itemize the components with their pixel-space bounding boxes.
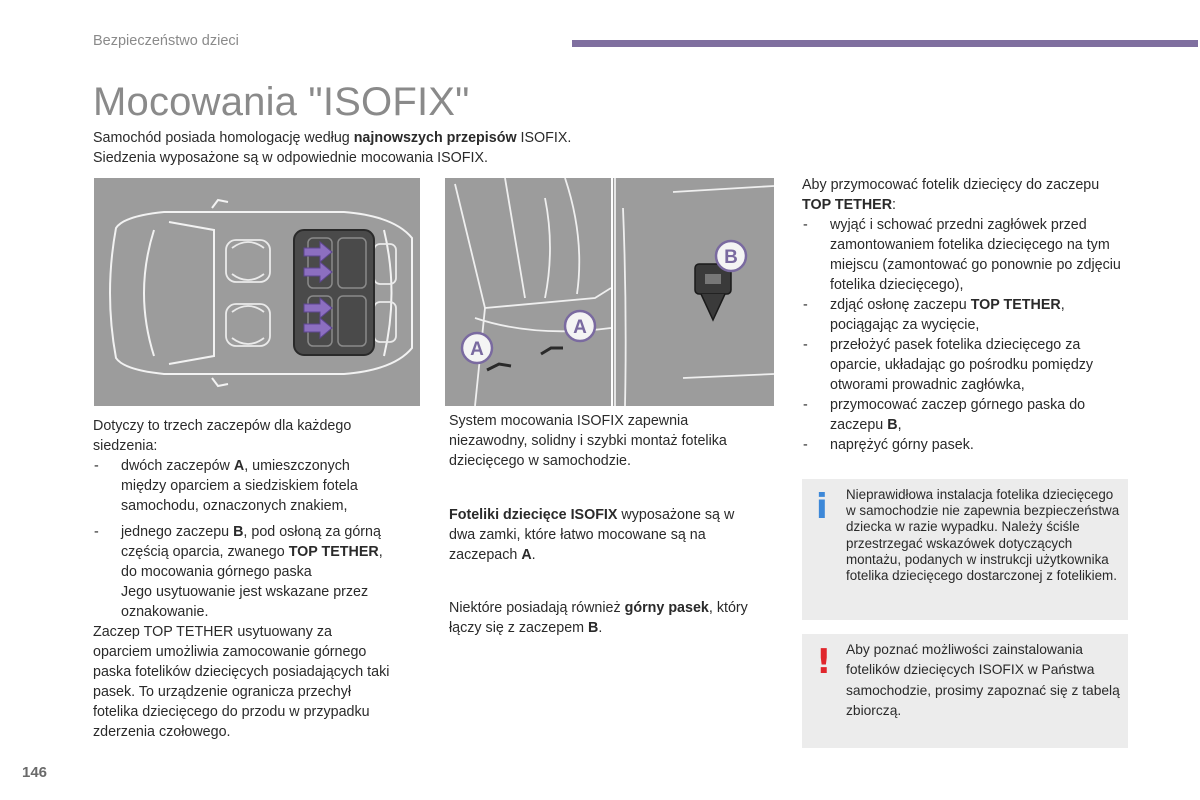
instruction-step: - przełożyć pasek fotelika dziecięcego za oparcie, układając go pośrodku pomiędzy otworami prowadnic zagłówka, [802, 335, 1132, 395]
anchor-list-item [93, 522, 393, 622]
list-text: przymocować zaczep górnego paska do zaczepu [830, 397, 1086, 433]
list-bold: A [233, 458, 245, 474]
intro-text: Siedzenia wyposażone są w odpowiednie mocowania ISOFIX. [93, 150, 488, 166]
list-text: , pociągając za wycięcie, [830, 297, 1065, 333]
seat-anchor-a-illustration [445, 178, 611, 406]
intro-text: Samochód posiada homologację według [93, 130, 354, 146]
warning-text: Aby poznać możliwości zainstalowania fotelików dziecięcych ISOFIX w Państwa samochodzie, prosimy zapoznać się z tabelą zbiorczą. [846, 642, 1120, 718]
list-bold: B [887, 417, 898, 433]
paragraph-text: wyposażone są w dwa zamki, które łatwo mocowane są na zaczepach [449, 507, 735, 563]
list-text: Jego usytuowanie jest wskazane przez oznakowanie. [121, 584, 369, 620]
car-top-view-figure [94, 178, 420, 406]
isofix-anchor-a [541, 348, 563, 354]
paragraph-text: Aby przymocować fotelik dziecięcy do zaczepu [802, 177, 1100, 193]
right-intro [802, 175, 1132, 215]
section-title: Bezpieczeństwo dzieci [93, 33, 239, 49]
list-bold: B [233, 524, 244, 540]
intro-bold: najnowszych przepisów [353, 130, 517, 146]
intro-text: ISOFIX. [516, 130, 572, 146]
left-column [93, 416, 393, 742]
paragraph-text: . [531, 547, 536, 563]
list-text: dwóch zaczepów [121, 458, 234, 474]
list-bold: TOP TETHER [970, 297, 1061, 313]
paragraph-bold: A [521, 547, 532, 563]
warning-icon: ! [816, 642, 832, 682]
instruction-step: - naprężyć górny pasek. [802, 435, 1132, 455]
label-a: A [573, 317, 587, 338]
top-tether-b-figure [613, 178, 774, 406]
instruction-step [802, 295, 1132, 335]
isofix-anchor-a [487, 364, 511, 370]
left-paragraph: Dotyczy to trzech zaczepów dla każdego siedzenia: [93, 418, 352, 454]
info-text: Nieprawidłowa instalacja fotelika dziecięcego w samochodzie nie zapewnia bezpieczeństwa dziecka w razie wypadku. Należy ściśle przestrzegać wskazówek dotyczących montażu, podanych w instrukcji użytkownika fotelika dziecięcego dostarczonej z fotelikiem. [846, 487, 1120, 584]
list-text: , umieszczonych między oparciem a siedziskiem fotela samochodu, oznaczonych znakiem, [121, 458, 358, 514]
middle-paragraph: System mocowania ISOFIX zapewnia niezawodny, solidny i szybki montaż fotelika dziecięcego w samochodzie. [449, 413, 727, 469]
car-top-view-illustration [94, 178, 420, 406]
paragraph-bold: Foteliki dziecięce ISOFIX [449, 507, 618, 523]
header-accent-bar [572, 40, 1198, 47]
label-a: A [470, 339, 484, 360]
info-icon: i [816, 487, 828, 527]
instruction-step [802, 395, 1132, 435]
page-title: Mocowania "ISOFIX" [93, 80, 470, 124]
list-text: , [897, 417, 902, 433]
list-text: , do mocowania górnego paska [121, 544, 383, 580]
warning-box [802, 634, 1128, 748]
page-number: 146 [22, 764, 48, 781]
paragraph-text: Niektóre posiadają również [449, 600, 625, 616]
top-tether-b-illustration [613, 178, 774, 406]
paragraph-bold: górny pasek [624, 600, 709, 616]
paragraph-text: : [892, 197, 897, 213]
instruction-step: - wyjąć i schować przedni zagłówek przed zamontowaniem fotelika dziecięcego na tym miejscu (zamontować go ponownie po zdjęciu fotelika dziecięcego), [802, 215, 1132, 295]
intro-paragraph [93, 128, 693, 168]
paragraph-bold: TOP TETHER [802, 197, 893, 213]
middle-paragraph [449, 598, 779, 638]
paragraph-bold: B [588, 620, 599, 636]
info-box [802, 479, 1128, 620]
right-column [802, 175, 1132, 455]
left-paragraph: Zaczep TOP TETHER usytuowany za oparciem umożliwia zamocowanie górnego paska fotelików dziecięcych posiadających taki pasek. To urządzenie ogranicza przechył fotelika dziecięcego do przodu w przypadku zderzenia czołowego. [93, 624, 390, 740]
label-b: B [724, 247, 738, 268]
list-text: zdjąć osłonę zaczepu [830, 297, 971, 313]
anchor-list-item [93, 456, 393, 516]
seat-anchor-a-figure [445, 178, 611, 406]
list-bold: TOP TETHER [288, 544, 379, 560]
middle-paragraph [449, 505, 759, 565]
paragraph-text: , który łączy się z zaczepem [449, 600, 748, 636]
list-text: , pod osłoną za górną częścią oparcia, zwanego [121, 524, 381, 560]
paragraph-text: . [598, 620, 603, 636]
list-text: jednego zaczepu [121, 524, 234, 540]
